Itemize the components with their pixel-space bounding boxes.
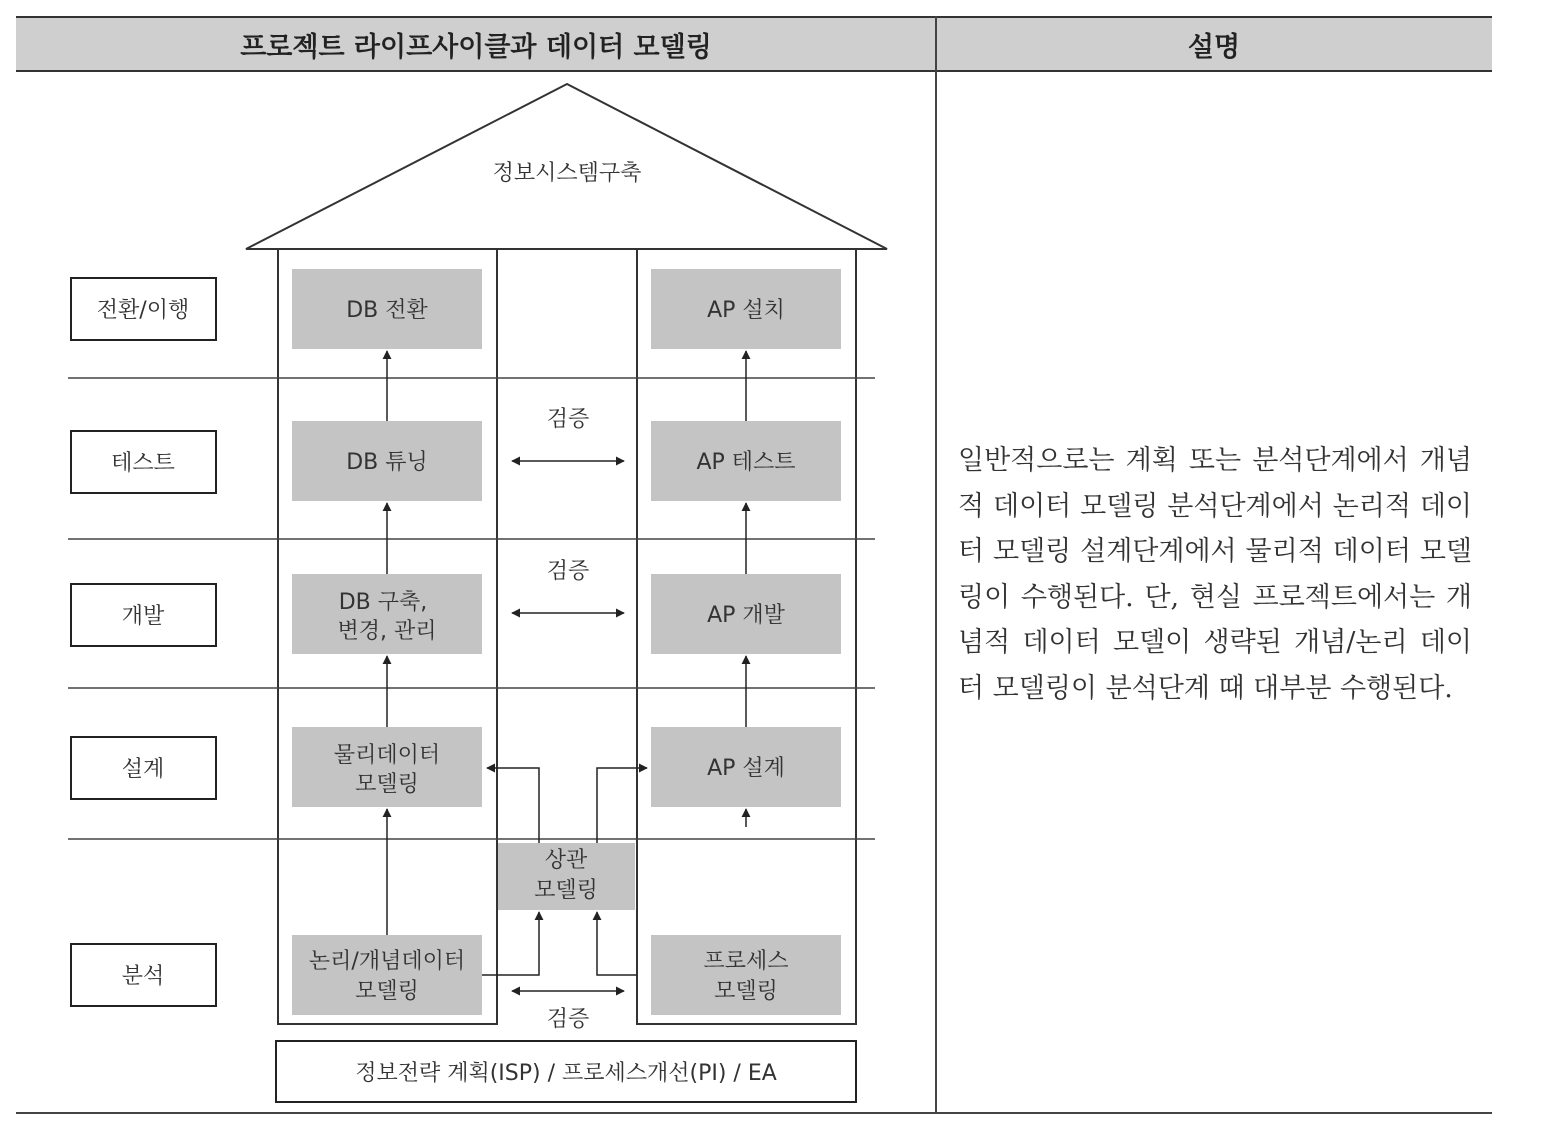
arrow-correlation-to-ap-design: [597, 768, 647, 843]
base-strategy-label: 정보전략 계획(ISP) / 프로세스개선(PI) / EA: [355, 1061, 777, 1086]
db-logical-model-label-line1: 논리/개념데이터: [308, 949, 466, 974]
verify-label-development: 검증: [546, 559, 590, 584]
db-logical-model-label-line2: 모델링: [355, 979, 419, 1004]
db-build-label-line1: DB 구축,: [338, 590, 428, 615]
phase-label-design: 설계: [121, 757, 165, 782]
arrow-logical-to-correlation: [482, 912, 539, 975]
phase-label-conversion: 전환/이행: [96, 298, 190, 323]
header-lifecycle-title-text: 프로젝트 라이프사이클과 데이터 모델링: [240, 31, 712, 63]
phase-labels: [71, 278, 216, 1006]
phase-label-test: 테스트: [111, 451, 175, 476]
verify-label-test: 검증: [546, 407, 590, 432]
header-description-title-text: 설명: [1187, 31, 1241, 63]
ap-development-label: AP 개발: [707, 603, 785, 628]
correlation-model-label-line1: 상관: [544, 848, 588, 873]
db-conversion-label: DB 전환: [346, 298, 428, 323]
correlation-model-label-line2: 모델링: [534, 878, 598, 903]
verify-label-analysis: 검증: [546, 1007, 590, 1032]
arrow-process-to-correlation: [597, 912, 637, 975]
ap-install-label: AP 설치: [707, 298, 785, 323]
db-physical-model-label-line1: 물리데이터: [333, 743, 441, 768]
column-divider: [935, 16, 937, 1114]
table-bottom-rule: [16, 1112, 1492, 1114]
db-build-label-line2: 변경, 관리: [337, 619, 437, 644]
description-text: 일반적으로는 계획 또는 분석단계에서 개념적 데이터 모델링 분석단계에서 논리적 데이터 모델링 설계단계에서 물리적 데이터 모델링이 수행된다. 단, 현실 프로젝트에서는 개념적 데이터 모델이 생략된 개념/논리 데이터 모델링이 분석단계 때 대부분 수행된다.: [958, 445, 1472, 704]
phase-label-analysis: 분석: [121, 964, 165, 989]
arrow-correlation-to-physical: [487, 768, 539, 843]
phase-label-development: 개발: [121, 604, 165, 629]
roof-label: 정보시스템구축: [492, 161, 642, 186]
db-physical-model-label-line2: 모델링: [355, 772, 419, 797]
db-tuning-label: DB 튜닝: [346, 450, 428, 475]
header-description-title: [936, 16, 1492, 72]
ap-test-label: AP 테스트: [696, 450, 796, 475]
ap-design-label: AP 설계: [707, 756, 785, 781]
process-model-label-line2: 모델링: [714, 979, 778, 1004]
process-model-label-line1: 프로세스: [703, 949, 789, 974]
